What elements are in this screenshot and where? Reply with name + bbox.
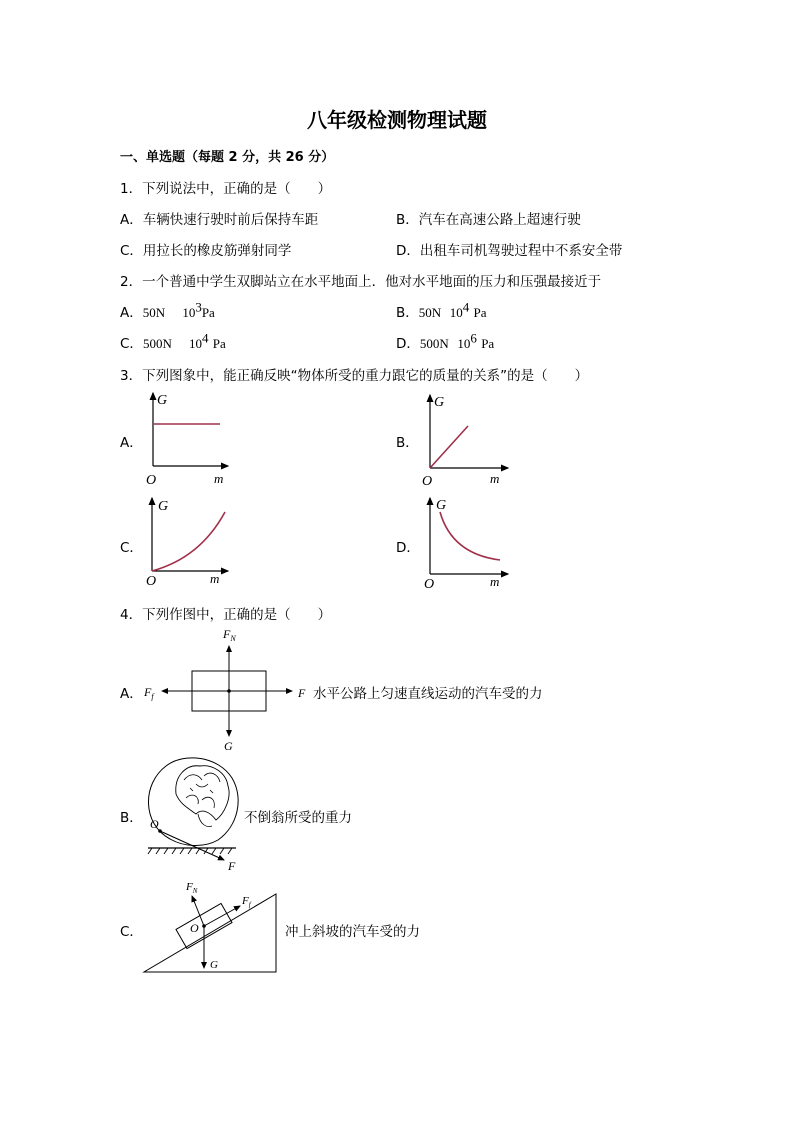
q1-option-a[interactable]: A．车辆快速行驶时前后保持车距 xyxy=(120,212,319,228)
q3-option-d-label[interactable]: D． xyxy=(396,540,420,556)
q2-option-c[interactable]: C．500N $10^4$ Pa xyxy=(120,330,226,352)
q1-option-d[interactable]: D．出租车司机驾驶过程中不系安全带 xyxy=(396,243,623,259)
gravity-arrow xyxy=(160,831,224,860)
graph-curve xyxy=(440,512,500,560)
ff-label: $F_f$ xyxy=(242,895,251,909)
q1-option-b[interactable]: B．汽车在高速公路上超速行驶 xyxy=(396,212,581,228)
x-axis-label: m xyxy=(210,571,220,586)
q3-graph-b xyxy=(418,390,518,490)
q3-option-a-label[interactable]: A． xyxy=(120,435,143,451)
center-point xyxy=(227,689,231,693)
page-title: 八年级检测物理试题 xyxy=(307,108,487,132)
q2-option-a[interactable]: A．50N $10^3Pa$ xyxy=(120,299,215,321)
x-axis-label: m xyxy=(490,574,500,589)
origin-label: O xyxy=(146,574,157,589)
y-axis-label: G xyxy=(158,499,169,514)
ground-hatching xyxy=(148,848,232,854)
q3-graph-a xyxy=(140,390,240,490)
q3-graph-c xyxy=(140,492,240,592)
g-label: G xyxy=(210,959,218,971)
q4-option-c-label[interactable]: C． xyxy=(120,924,143,940)
q2-option-d[interactable]: D．500N $10^6$ Pa xyxy=(396,330,495,352)
q3-option-c-label[interactable]: C． xyxy=(120,540,143,556)
g-label: G xyxy=(224,739,233,753)
x-axis-label: m xyxy=(214,471,224,486)
fn-label: $F_N$ xyxy=(223,627,236,643)
ff-label: $F_f$ xyxy=(144,685,154,701)
q3-graph-d xyxy=(418,492,518,592)
q4-option-b-label[interactable]: B． xyxy=(120,810,143,826)
q4-diagram-b xyxy=(140,754,250,874)
origin-label: O xyxy=(422,474,433,489)
q2-stem: 2．一个普通中学生双脚站立在水平地面上．他对水平地面的压力和压强最接近于 xyxy=(120,274,602,290)
o-label: O xyxy=(190,921,199,935)
q4-c-caption: 冲上斜坡的汽车受的力 xyxy=(285,924,420,940)
fn-label: $F_N$ xyxy=(186,881,198,895)
f-label: F xyxy=(228,859,236,873)
q2-option-b[interactable]: B．50N $10^4$ Pa xyxy=(396,299,487,321)
q4-option-a-label[interactable]: A． xyxy=(120,686,143,702)
q4-stem: 4．下列作图中，正确的是（ ） xyxy=(120,607,332,623)
x-axis-label: m xyxy=(490,471,500,486)
origin-label: O xyxy=(424,577,435,592)
q1-stem: 1．下列说法中，正确的是（ ） xyxy=(120,181,332,197)
section-heading: 一、单选题（每题 2 分，共 26 分） xyxy=(120,150,335,165)
y-axis-label: G xyxy=(434,395,445,410)
graph-curve xyxy=(152,512,225,571)
q1-option-c[interactable]: C．用拉长的橡皮筋弹射同学 xyxy=(120,243,292,259)
q4-a-caption: 水平公路上匀速直线运动的汽车受的力 xyxy=(313,686,543,702)
o-label: O xyxy=(150,817,159,831)
q3-option-b-label[interactable]: B． xyxy=(396,435,419,451)
q4-diagram-a xyxy=(140,624,320,756)
f-label: F xyxy=(298,686,306,700)
y-axis-label: G xyxy=(157,393,168,408)
origin-label: O xyxy=(146,473,157,488)
q3-stem: 3．下列图象中，能正确反映“物体所受的重力跟它的质量的关系”的是（ ） xyxy=(120,368,589,384)
q4-b-caption: 不倒翁所受的重力 xyxy=(244,810,352,826)
friction-force-arrow xyxy=(204,906,240,926)
y-axis-label: G xyxy=(436,498,447,513)
q4-diagram-c xyxy=(140,876,290,976)
graph-line xyxy=(430,426,468,468)
